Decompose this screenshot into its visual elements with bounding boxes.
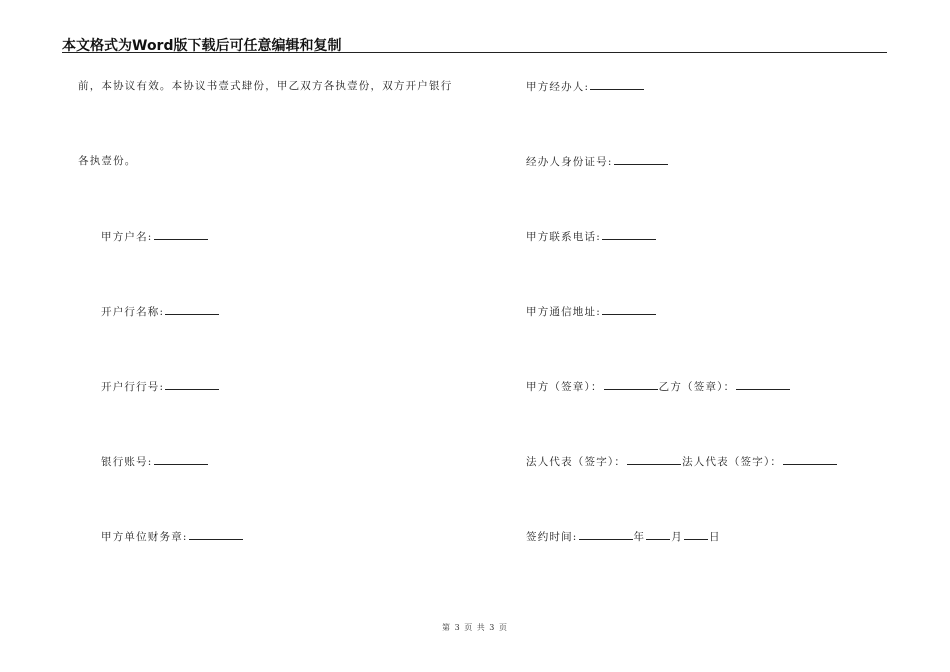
- field-address: [526, 304, 657, 319]
- fill-blank: [165, 304, 219, 315]
- fill-blank: [783, 454, 837, 465]
- fill-blank: [579, 529, 633, 540]
- field-label: 甲方单位财务章:: [101, 531, 188, 543]
- fill-blank: [736, 379, 790, 390]
- field-label-legal-rep-b: 法人代表（签字）：: [682, 456, 783, 468]
- field-label: 甲方经办人:: [526, 81, 590, 93]
- field-label: 开户行行号:: [101, 381, 165, 393]
- field-label: 签约时间:: [526, 531, 578, 543]
- field-account-name: [101, 229, 209, 244]
- paragraph-line-2: 各执壹份。: [78, 155, 137, 167]
- field-agent-id: [526, 154, 669, 169]
- fill-blank: [602, 304, 656, 315]
- fill-blank: [590, 79, 644, 90]
- field-label: 银行账号:: [101, 456, 153, 468]
- field-label-party-a: 甲方（签章）：: [526, 381, 603, 393]
- field-sign-time: [526, 529, 721, 544]
- field-legal-reps: [526, 454, 838, 469]
- field-label: 经办人身份证号:: [526, 156, 613, 168]
- field-finance-seal: [101, 529, 244, 544]
- fill-blank: [154, 229, 208, 240]
- field-label: 甲方户名:: [101, 231, 153, 243]
- month-label: 月: [671, 531, 683, 543]
- fill-blank: [604, 379, 658, 390]
- field-label-party-b: 乙方（签章）：: [658, 381, 736, 393]
- header-divider: [62, 52, 887, 53]
- fill-blank: [602, 229, 656, 240]
- field-account-number: [101, 454, 209, 469]
- field-bank-number: [101, 379, 220, 394]
- document-header-title: 本文格式为Word版下载后可任意编辑和复制: [62, 38, 342, 54]
- fill-blank: [189, 529, 243, 540]
- fill-blank: [154, 454, 208, 465]
- fill-blank: [614, 154, 668, 165]
- field-label: 甲方联系电话:: [526, 231, 601, 243]
- paragraph-line-1: 前，本协议有效。本协议书壹式肆份，甲乙双方各执壹份，双方开户银行: [78, 80, 453, 92]
- field-phone: [526, 229, 657, 244]
- year-label: 年: [633, 531, 646, 543]
- page-number: 第 3 页 共 3 页: [442, 623, 508, 632]
- field-bank-name: [101, 304, 220, 319]
- fill-blank: [627, 454, 681, 465]
- field-agent: [526, 79, 645, 94]
- fill-blank: [646, 529, 670, 540]
- field-label: 甲方通信地址:: [526, 306, 601, 318]
- field-label: 开户行名称:: [101, 306, 165, 318]
- fill-blank: [684, 529, 708, 540]
- field-signatures: [526, 379, 791, 394]
- fill-blank: [165, 379, 219, 390]
- field-label-legal-rep-a: 法人代表（签字）：: [526, 456, 627, 468]
- day-label: 日: [708, 531, 721, 543]
